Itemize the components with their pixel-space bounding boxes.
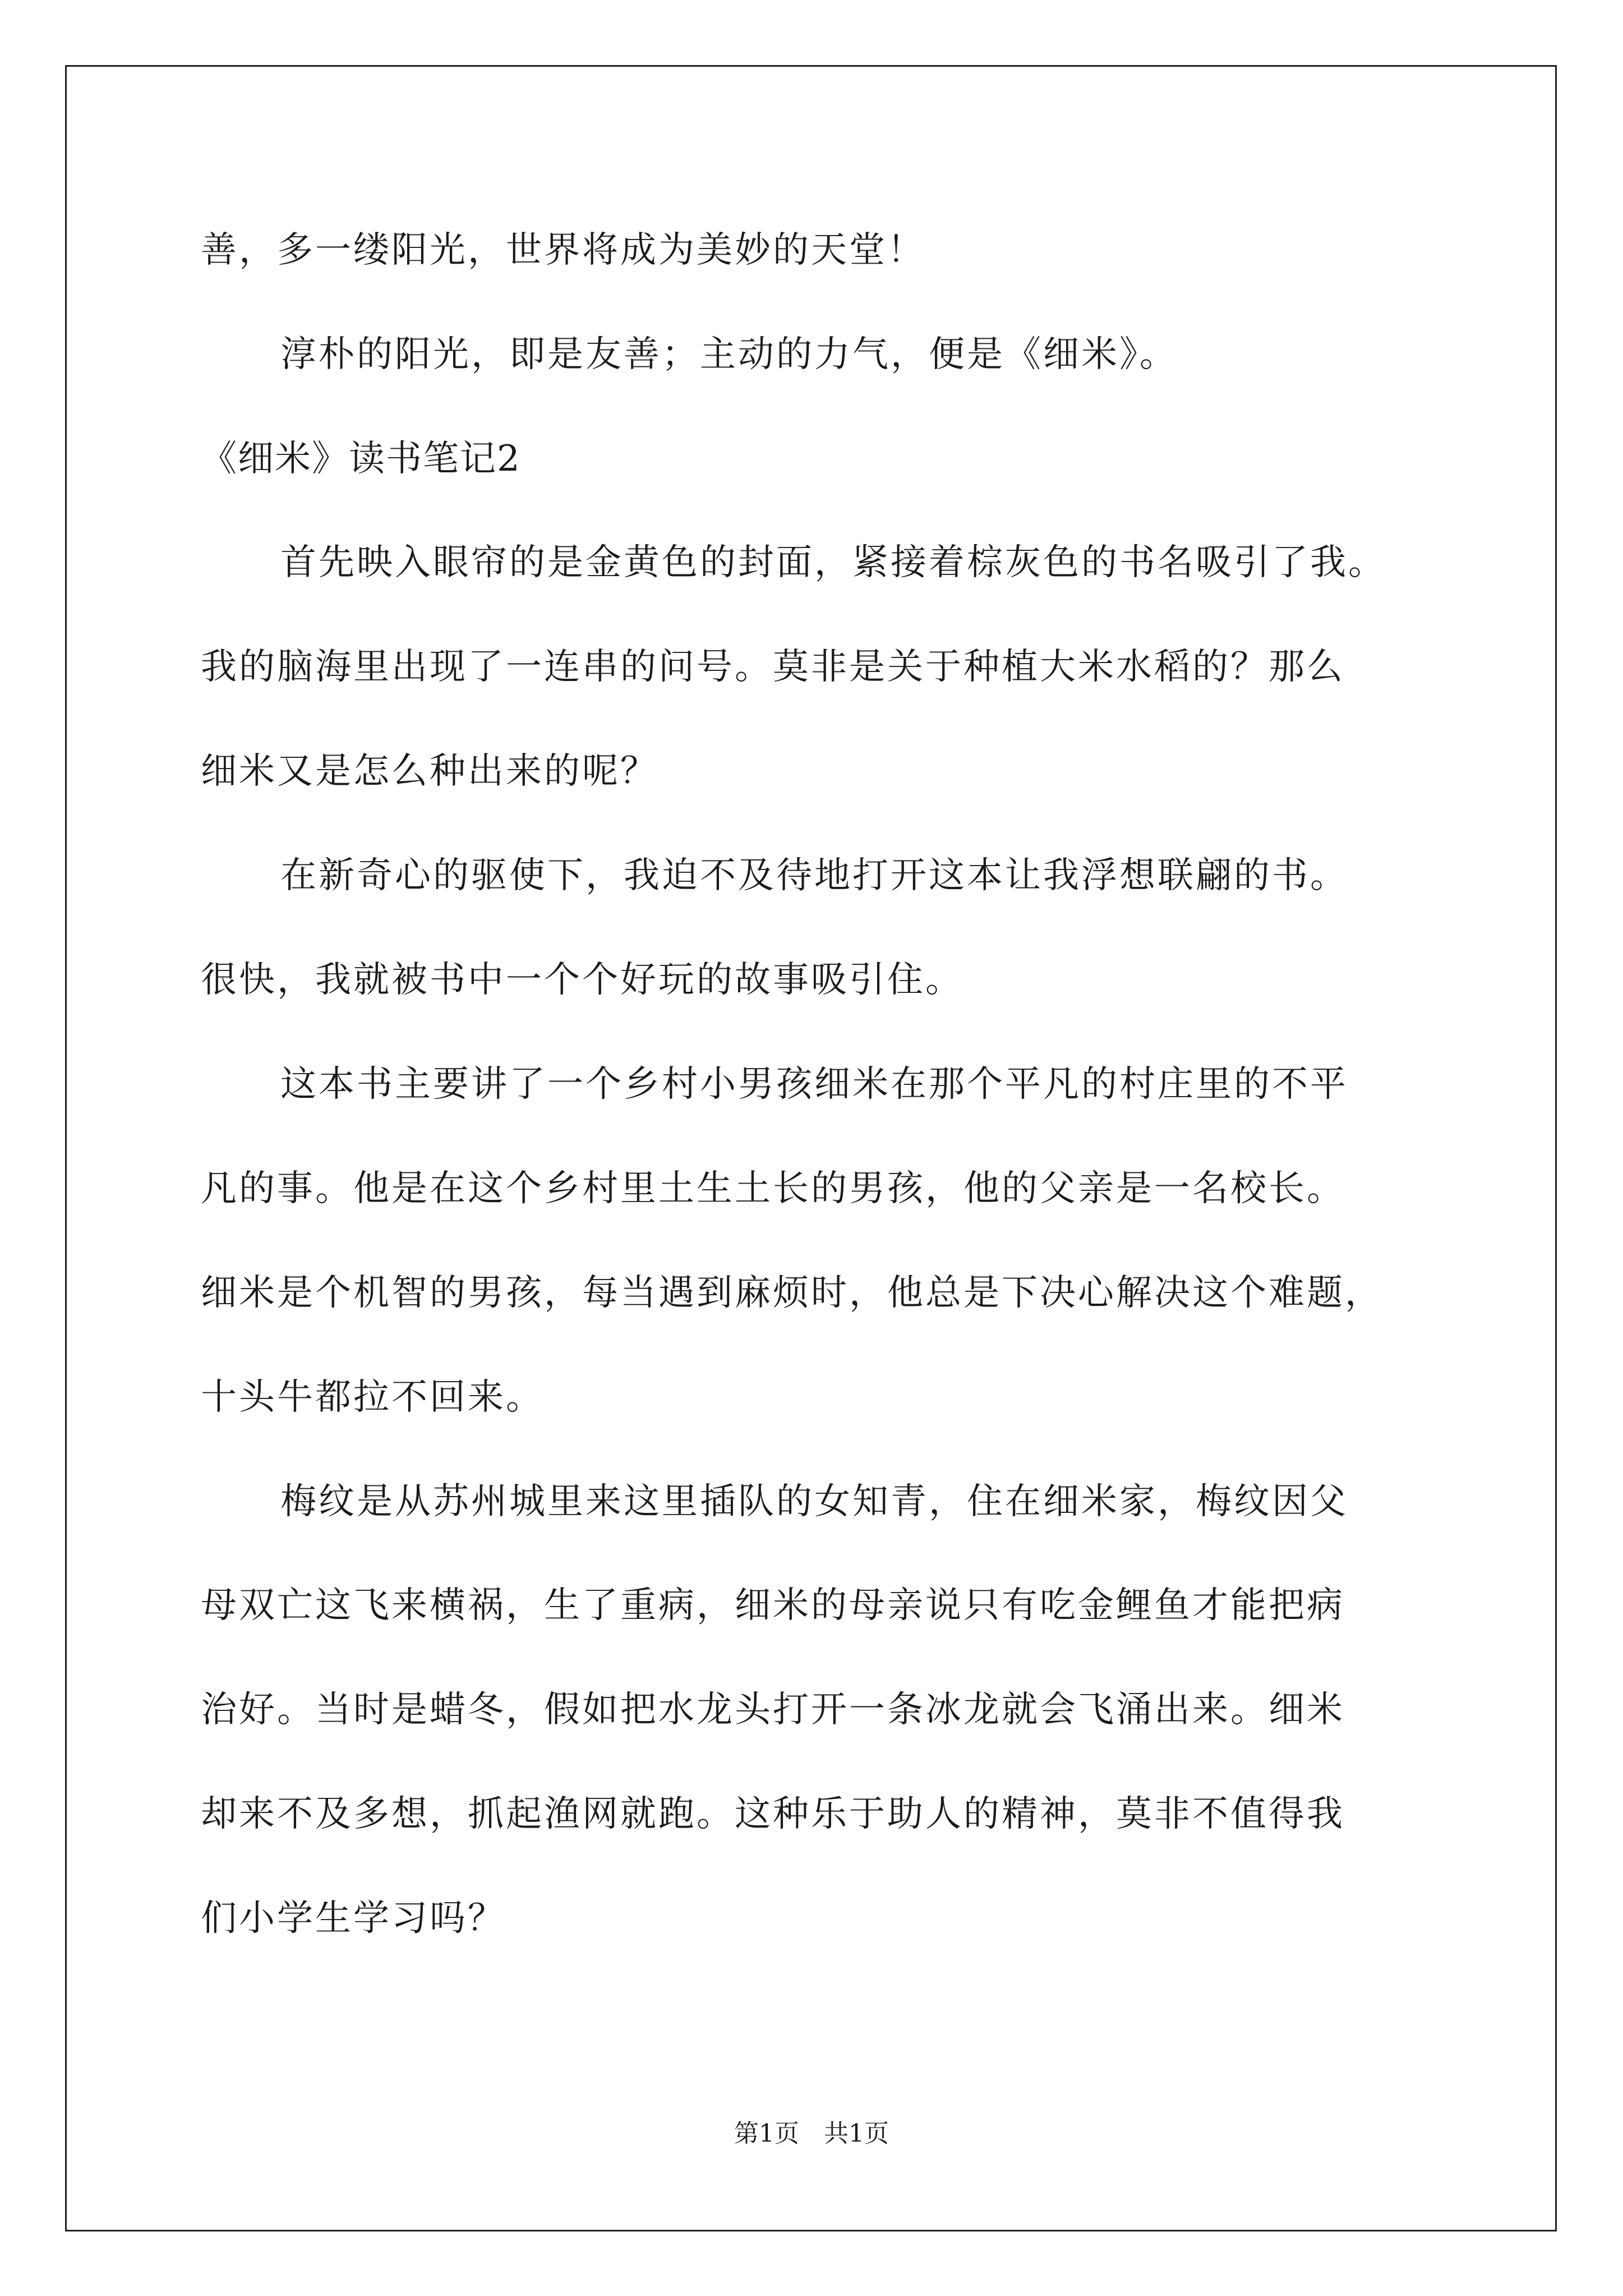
text-line: 们小学生学习吗？ (201, 1898, 506, 1939)
text-line: 我的脑海里出现了一连串的问号。莫非是关于种植大米水稻的？那么 (201, 646, 1345, 688)
text-line: 善，多一缕阳光，世界将成为美妙的天堂！ (201, 229, 925, 271)
text-line: 却来不及多想，抓起渔网就跑。这种乐于助人的精神，莫非不值得我 (201, 1793, 1345, 1835)
section-heading: 《细米》读书笔记2 (201, 438, 521, 480)
text-line: 凡的事。他是在这个乡村里土生土长的男孩，他的父亲是一名校长。 (201, 1168, 1345, 1209)
text-line: 十头牛都拉不回来。 (201, 1377, 544, 1418)
text-line: 母双亡这飞来横祸，生了重病，细米的母亲说只有吃金鲤鱼才能把病 (201, 1585, 1345, 1626)
page-footer: 第1页 共1页 (734, 2119, 889, 2148)
text-line: 治好。当时是蜡冬，假如把水龙头打开一条冰龙就会飞涌出来。细米 (201, 1689, 1345, 1731)
text-line: 首先映入眼帘的是金黄色的封面，紧接着棕灰色的书名吸引了我。 (280, 542, 1386, 583)
text-line: 在新奇心的驱使下，我迫不及待地打开这本让我浮想联翩的书。 (280, 855, 1348, 896)
text-line: 这本书主要讲了一个乡村小男孩细米在那个平凡的村庄里的不平 (280, 1064, 1348, 1105)
text-line: 很快，我就被书中一个个好玩的故事吸引住。 (201, 959, 963, 1001)
text-line: 细米是个机智的男孩，每当遇到麻烦时，他总是下决心解决这个难题， (201, 1272, 1383, 1314)
text-line: 梅纹是从苏州城里来这里插队的女知青，住在细米家，梅纹因父 (280, 1481, 1348, 1522)
text-line: 细米又是怎么种出来的呢？ (201, 751, 658, 792)
text-line: 淳朴的阳光，即是友善；主动的力气，便是《细米》。 (280, 334, 1178, 375)
